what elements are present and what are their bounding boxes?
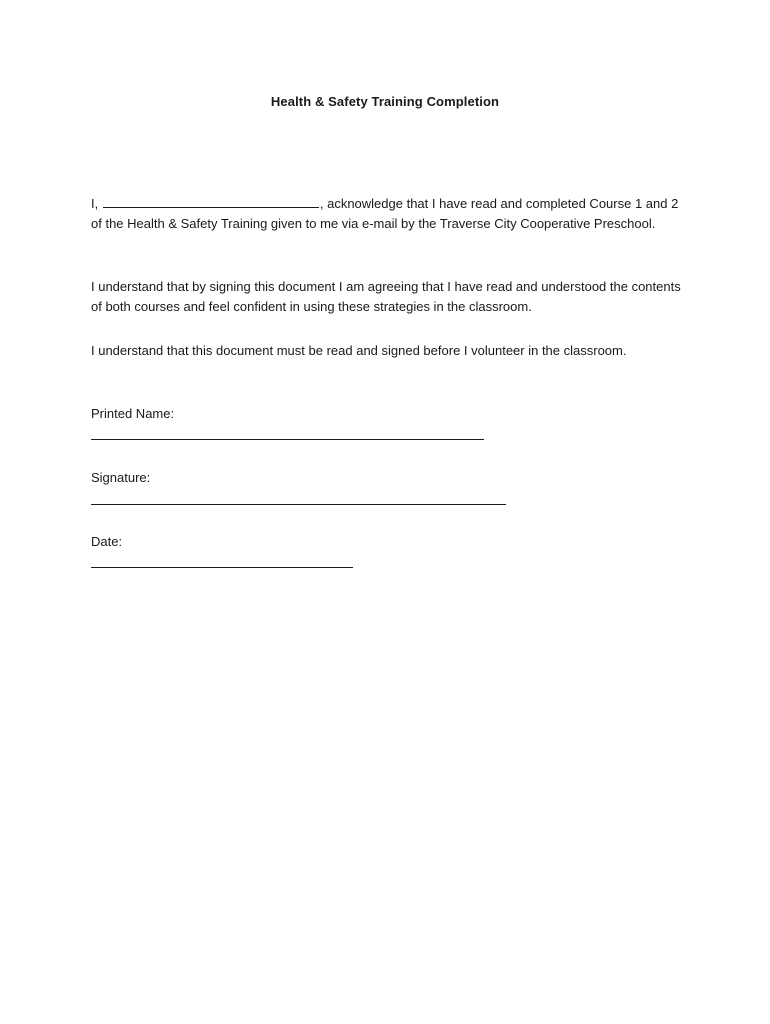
date-line	[91, 567, 353, 568]
signature-label: Signature:	[91, 470, 151, 485]
acknowledgement-paragraph	[91, 194, 691, 234]
date-label: Date:	[91, 534, 123, 549]
printed-name-label: Printed Name:	[91, 406, 175, 421]
acknowledgement-text: , acknowledge that I have read and completed Course 1 and 2 of the Health & Safety Training given to me via e-mail by the Traverse City Cooperative Preschool.	[91, 196, 679, 231]
agreement-paragraph: I understand that by signing this document I am agreeing that I have read and understood the contents of both courses and feel confident in using these strategies in the classroom.	[91, 279, 681, 314]
requirement-paragraph: I understand that this document must be read and signed before I volunteer in the classroom.	[91, 343, 627, 358]
acknowledgement-prefix: I,	[91, 196, 99, 211]
printed-name-line	[91, 439, 484, 440]
document-title: Health & Safety Training Completion	[270, 94, 500, 109]
name-blank-line	[103, 195, 319, 208]
signature-line	[91, 504, 506, 505]
